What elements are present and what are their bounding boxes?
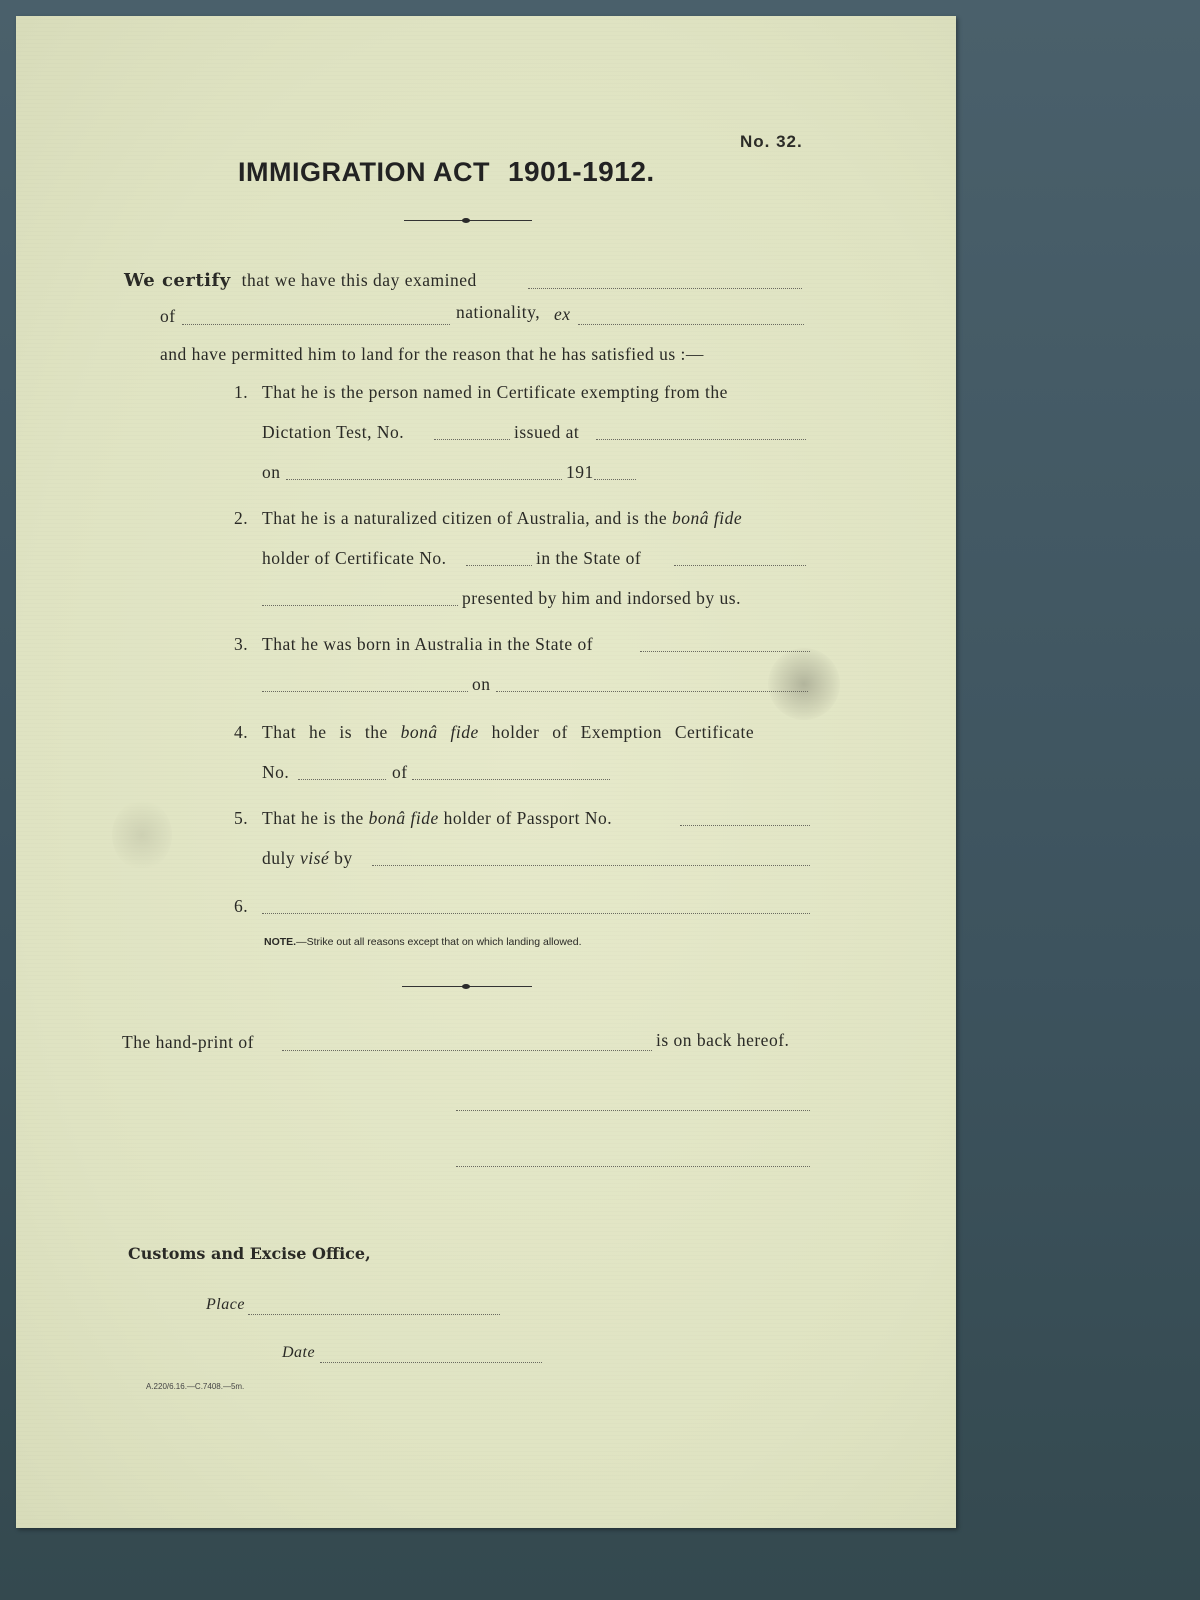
reason-3-number: 3. xyxy=(234,634,249,654)
duly-label: duly xyxy=(262,848,296,868)
exemption-of-field[interactable] xyxy=(412,779,610,780)
presented-label: presented by him and indorsed by us. xyxy=(462,588,741,608)
exemption-number-field[interactable] xyxy=(298,779,386,780)
nationality-label: nationality, xyxy=(456,302,541,322)
vise-italic: visé xyxy=(300,848,330,868)
place-label: Place xyxy=(206,1296,245,1313)
birth-date-field[interactable] xyxy=(496,691,808,692)
passport-number-field[interactable] xyxy=(680,825,810,826)
year-191-label: 191 xyxy=(566,462,594,482)
birth-state-field[interactable] xyxy=(640,651,810,652)
reason-2-text: That he is a naturalized citizen of Australia, and is the xyxy=(262,508,668,528)
reason-2-line-1 xyxy=(262,508,742,529)
reason-2-presented-field[interactable] xyxy=(262,605,458,606)
state-of-label: in the State of xyxy=(536,548,642,568)
reason-4-line-1 xyxy=(262,722,754,743)
year-suffix-field[interactable] xyxy=(594,479,636,480)
handprint-suffix: is on back hereof. xyxy=(656,1030,790,1050)
bona-fide-italic: bonâ fide xyxy=(368,808,439,828)
handprint-name-field[interactable] xyxy=(282,1050,652,1051)
reason-5-text-c: holder of Passport No. xyxy=(443,808,613,828)
handprint-label: The hand-print of xyxy=(122,1032,254,1052)
reason-2-state-field[interactable] xyxy=(674,565,806,566)
date-label: Date xyxy=(282,1344,316,1361)
reason-4-text-a: That he is the xyxy=(262,722,388,742)
reason-5-number: 5. xyxy=(234,808,249,828)
title-years: 1901-1912. xyxy=(507,156,655,187)
ex-vessel-field[interactable] xyxy=(578,324,804,325)
signature-line-2[interactable] xyxy=(456,1166,810,1167)
ex-label: ex xyxy=(554,304,571,324)
reason-5-line-2 xyxy=(262,848,353,869)
bona-fide-italic: bonâ fide xyxy=(400,722,479,742)
reason-1-date-field[interactable] xyxy=(286,479,562,480)
bona-fide-italic: bonâ fide xyxy=(671,508,743,528)
signature-line-1[interactable] xyxy=(456,1110,810,1111)
immigration-form-document xyxy=(16,16,956,1528)
date-field[interactable] xyxy=(320,1362,542,1363)
title-act: IMMIGRATION ACT xyxy=(238,157,490,187)
dictation-test-number-field[interactable] xyxy=(434,439,510,440)
issued-at-field[interactable] xyxy=(596,439,806,440)
note-text: —Strike out all reasons except that on which landing allowed. xyxy=(296,936,582,948)
reason-3-on-label: on xyxy=(472,674,491,694)
reason-4-number: 4. xyxy=(234,722,249,742)
divider-ornament xyxy=(462,984,470,989)
by-label: by xyxy=(334,848,353,868)
examined-name-field[interactable] xyxy=(528,288,802,289)
reason-5-text-a: That he is the xyxy=(262,808,364,828)
form-number: No. 32. xyxy=(740,132,803,151)
reason-1-line-1: That he is the person named in Certificate exempting from the xyxy=(262,382,728,402)
place-field[interactable] xyxy=(248,1314,500,1315)
of-field[interactable] xyxy=(182,324,450,325)
exemption-no-label: No. xyxy=(262,762,290,782)
reason-2-number: 2. xyxy=(234,508,249,528)
birth-place-field[interactable] xyxy=(262,691,468,692)
strike-out-note xyxy=(264,936,582,948)
certify-line-3: and have permitted him to land for the reason that he has satisfied us :— xyxy=(160,344,704,364)
reason-6-field[interactable] xyxy=(262,913,810,914)
ink-stain xyxy=(768,648,840,720)
certificate-no-label: holder of Certificate No. xyxy=(262,548,447,568)
print-code: A.220/6.16.—C.7408.—5m. xyxy=(146,1382,245,1391)
document-title xyxy=(238,156,655,188)
certify-line-1 xyxy=(124,270,477,291)
reason-1-number: 1. xyxy=(234,382,249,402)
issued-at-label: issued at xyxy=(514,422,580,442)
faint-stain xyxy=(112,800,172,870)
reason-4-text-c: holder of Exemption Certificate xyxy=(491,722,755,742)
reason-5-line-1 xyxy=(262,808,612,829)
vise-by-field[interactable] xyxy=(372,865,810,866)
reason-3-line-1: That he was born in Australia in the State of xyxy=(262,634,594,654)
we-certify-heading: We certify xyxy=(124,270,231,291)
certificate-number-field[interactable] xyxy=(466,565,532,566)
exemption-of-label: of xyxy=(392,762,408,782)
divider-ornament xyxy=(462,218,470,223)
certify-text: that we have this day examined xyxy=(241,270,477,290)
of-label: of xyxy=(160,306,176,326)
customs-office-heading: Customs and Excise Office, xyxy=(128,1244,371,1263)
note-label: NOTE. xyxy=(264,936,297,948)
reason-1-dictation-label: Dictation Test, No. xyxy=(262,422,405,442)
reason-1-on-label: on xyxy=(262,462,281,482)
reason-6-number: 6. xyxy=(234,896,249,916)
